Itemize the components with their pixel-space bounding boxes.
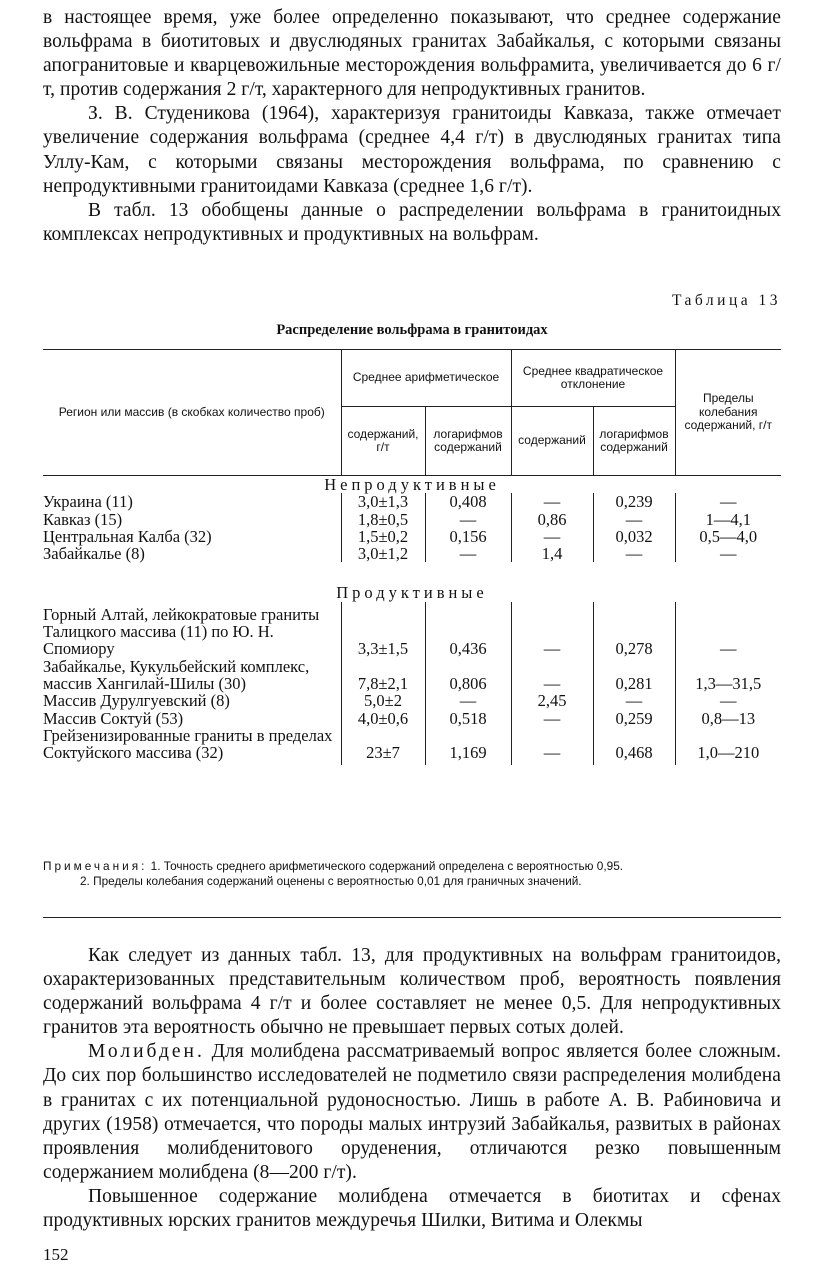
region-cell: Массив Дурулгуевский (8) [43,691,230,711]
sd-cell: 1,4 [511,545,593,562]
header-mean: Среднее арифметическое [341,350,511,407]
limits-cell: 0,8—13 [675,710,781,727]
sd-cell: 2,45 [511,692,593,709]
section-row [43,562,781,601]
mean-log-cell: 0,408 [425,493,511,510]
section-heading: Молибден. [88,1041,205,1063]
table-title: Распределение вольфрама в гранитоидах [276,322,548,338]
header-limits: Пределы колебания содержаний, г/т [675,350,781,476]
region-cell: Кавказ (15) [43,509,123,529]
header-stdev: Среднее квадратическое отклонение [511,350,675,407]
sd-cell: — [511,493,593,510]
sd-cell: 0,86 [511,511,593,528]
paragraph: З. В. Студеникова (1964), характеризуя гранитоиды Кавказа, также отмечает увеличение содержания вольфрама (среднее 4,4 г/т) в двуслюдяных гранитах типа Уллу-Кам, с которыми связаны месторождения вольфрама, по сравнению с непродуктивными гранитоидами Кавказа (среднее 1,6 г/т). [43,103,781,197]
header-region: Регион или массив (в скобках количество проб) [43,350,341,476]
limits-cell: — [675,602,781,658]
sd-log-cell: — [593,511,675,528]
data-table-wrapper [43,349,781,765]
header-sd-content: содержаний [511,407,593,476]
region-cell: Горный Алтай, лейкократовые граниты Талицкого массива (11) по Ю. Н. Спомиору [43,604,320,659]
sd-cell: — [511,710,593,727]
mean-cell: 4,0±0,6 [341,710,425,727]
table-notes [43,859,781,888]
mean-cell: 7,8±2,1 [341,658,425,693]
table-row [43,545,781,562]
section-title: Продуктивные [336,583,488,603]
sd-cell: — [511,658,593,693]
data-table [43,349,781,765]
limits-cell: 0,5—4,0 [675,528,781,545]
table-label: Таблица 13 [671,292,781,309]
sd-cell: — [511,727,593,766]
limits-cell: 1,0—210 [675,727,781,766]
sd-log-cell: 0,259 [593,710,675,727]
table-row [43,658,781,693]
note-1 [43,859,781,874]
limits-cell: 1,3—31,5 [675,658,781,693]
region-cell: Забайкалье (8) [43,544,145,564]
note-1-text: 1. Точность среднего арифметического содержаний определена с вероятностью 0,95. [150,859,624,873]
paragraph: Повышенное содержание молибдена отмечается в биотитах и сфенах продуктивных юрских гранитов междуречья Шилки, Витима и Олекмы [43,1185,781,1232]
mean-log-cell: 0,436 [425,602,511,658]
header-sd-log: логарифмов содержаний [593,407,675,476]
mean-log-cell: — [425,692,511,709]
sd-log-cell: 0,281 [593,658,675,693]
limits-cell: — [675,545,781,562]
paragraph: в настоящее время, уже более определенно показывают, что среднее содержание вольфрама в биотитовых и двуслюдяных гранитах Забайкалья, с которыми связаны апогранитовые и кварцевожильные месторождения вольфрамита, увеличивается до 6 г/т, против содержания 2 г/т, характерного для непродуктивных гранитов. [43,7,781,101]
mean-log-cell: 1,169 [425,727,511,766]
mean-cell: 3,3±1,5 [341,602,425,658]
table-row [43,493,781,510]
mean-log-cell: 0,156 [425,528,511,545]
page [43,6,781,1232]
mean-cell: 1,5±0,2 [341,528,425,545]
mean-cell: 1,8±0,5 [341,511,425,528]
sd-cell: — [511,602,593,658]
section-row [43,476,781,494]
limits-cell: — [675,692,781,709]
header-mean-content: содержаний, г/т [341,407,425,476]
paragraph: В табл. 13 обобщены данные о распределении вольфрама в гранитоидных комплексах непродуктивных и продуктивных на вольфрам. [43,199,781,245]
mean-cell: 23±7 [341,727,425,766]
sd-log-cell: 0,032 [593,528,675,545]
region-cell: Грейзенизированные граниты в пределах Соктуйского массива (32) [43,725,333,763]
table-row [43,710,781,727]
mean-log-cell: — [425,511,511,528]
note-2: 2. Пределы колебания содержаний оценены с вероятностью 0,01 для граничных значений. [80,873,582,888]
sd-log-cell: 0,239 [593,493,675,510]
mean-log-cell: 0,518 [425,710,511,727]
mean-cell: 3,0±1,3 [341,493,425,510]
table-row [43,692,781,709]
bottom-text [43,944,781,1233]
mean-log-cell: — [425,545,511,562]
notes-label: Примечания: [43,859,148,873]
table-row [43,528,781,545]
paragraph: Как следует из данных табл. 13, для продуктивных на вольфрам гранитоидов, охарактеризованных представительным количеством проб, вероятность появления содержаний вольфрама 4 г/т и более составляет не менее 0,5. Для непродуктивных гранитов эта вероятность обычно не превышает первых сотых долей. [43,945,781,1039]
mean-cell: 3,0±1,2 [341,545,425,562]
sd-log-cell: — [593,692,675,709]
table-row [43,727,781,766]
table-row [43,511,781,528]
top-text [43,6,781,247]
table-row [43,602,781,658]
section-title: Непродуктивные [324,475,500,494]
header-mean-log: логарифмов содержаний [425,407,511,476]
mean-log-cell: 0,806 [425,658,511,693]
limits-cell: 1—4,1 [675,511,781,528]
table-bottom-rule [43,917,781,918]
sd-cell: — [511,528,593,545]
sd-log-cell: — [593,545,675,562]
page-number: 152 [43,1245,69,1264]
paragraph-text: Для молибдена рассматриваемый вопрос является более сложным. До сих пор большинство исследователей не подметило связи распределения молибдена в гранитах с их потенциальной рудоносностью. Лишь в работе А. В. Рабиновича и других (1958) отмечается, что породы малых интрузий Забайкалья, развитых в районах проявления молибденитового оруденения, отличаются резко повышенным содержанием молибдена (8—200 г/т). [43,1041,781,1183]
paragraph-molybdenum [43,1040,781,1185]
region-cell: Центральная Калба (32) [43,526,212,546]
mean-cell: 5,0±2 [341,692,425,709]
sd-log-cell: 0,468 [593,727,675,766]
sd-log-cell: 0,278 [593,602,675,658]
region-cell: Украина (11) [43,492,133,512]
region-cell: Массив Сoктуй (53) [43,708,184,728]
limits-cell: — [675,493,781,510]
region-cell: Забайкалье, Кукульбейский комплекс, массив Хангилай-Шилы (30) [43,656,310,693]
